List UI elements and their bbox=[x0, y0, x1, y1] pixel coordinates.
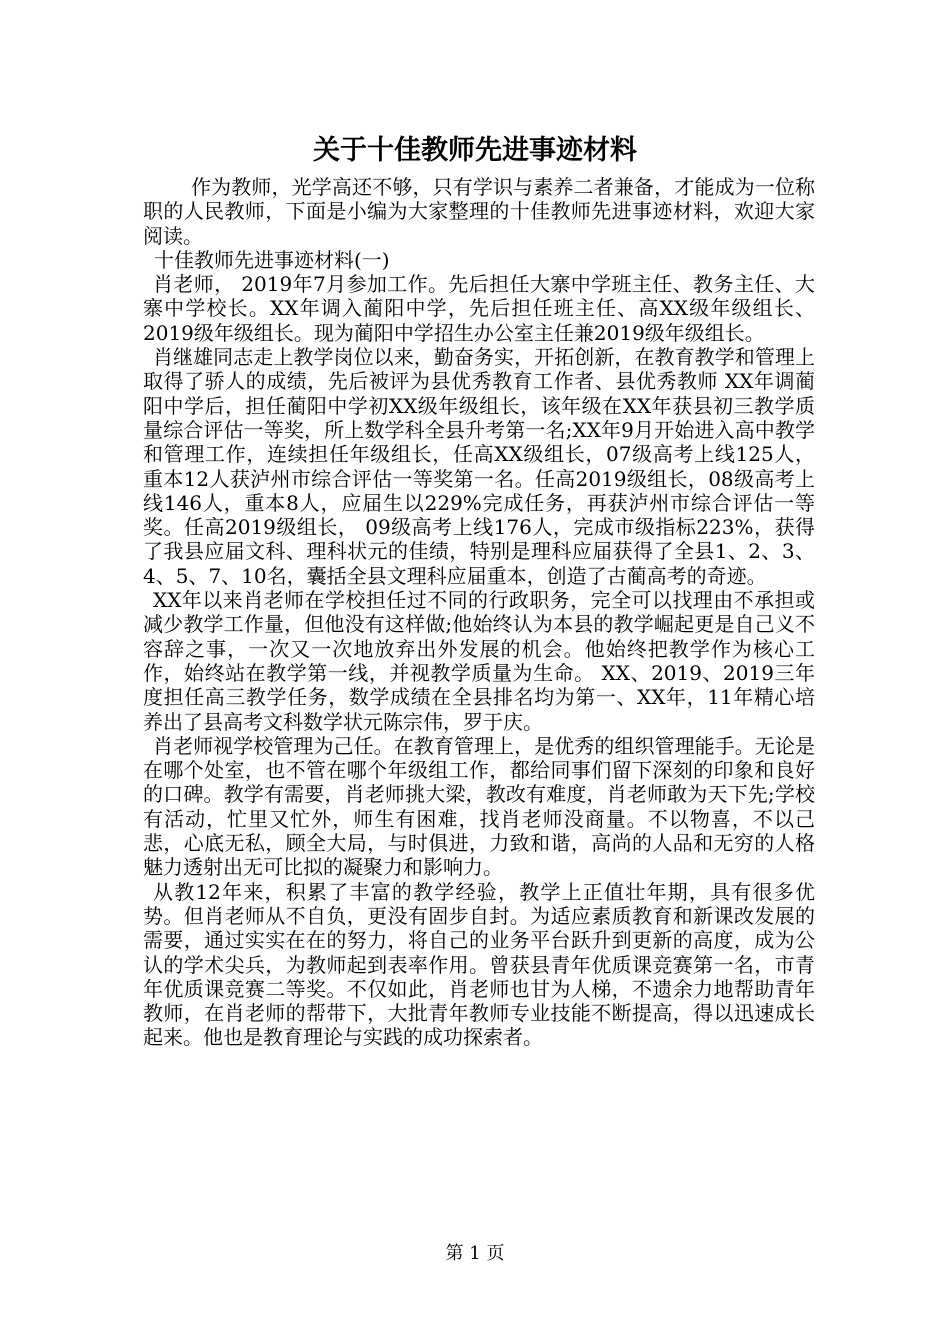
paragraph-5: 从教12年来，积累了丰富的教学经验，教学上正值壮年期，具有很多优势。但肖老师从不自负，更没有固步自封。为适应素质教育和新课改发展的需要，通过实实在在的努力，将自己的业务平台跃升到更新的高度，成为公认的学术尖兵，为教师起到表率作用。曾获县青年优质课竞赛第一名，市青年优质课竞赛二等奖。不仅如此，肖老师也甘为人梯，不遗余力地帮助青年教师，在肖老师的帮带下，大批青年教师专业技能不断提高，得以迅速成长起来。他也是教育理论与实践的成功探索者。 bbox=[143, 879, 815, 1050]
paragraph-1: 肖老师， 2019年7月参加工作。先后担任大寨中学班主任、教务主任、大寨中学校长。XX年调入蔺阳中学，先后担任班主任、高XX级年级组长、2019级年级组长。现为蔺阳中学招生办公室主任兼2019级年级组长。 bbox=[143, 272, 815, 345]
intro-paragraph: 作为教师，光学高还不够，只有学识与素养二者兼备，才能成为一位称职的人民教师，下面是小编为大家整理的十佳教师先进事迹材料，欢迎大家阅读。 bbox=[143, 175, 815, 248]
page-number: 第 1 页 bbox=[445, 1243, 505, 1264]
document-title: 关于十佳教师先进事迹材料 bbox=[313, 135, 637, 166]
document-body bbox=[143, 175, 815, 1050]
paragraph-3: XX年以来肖老师在学校担任过不同的行政职务，完全可以找理由不承担或减少教学工作量，但他没有这样做;他始终认为本县的教学崛起更是自己义不容辞之事，一次又一次地放弃出外发展的机会。他始终把教学作为核心工作，始终站在教学第一线，并视教学质量为生命。 XX、2019、2019三年度担任高三教学任务，数学成绩在全县排名均为第一、XX年，11年精心培养出了县高考文科数学状元陈宗伟，罗于庆。 bbox=[143, 588, 815, 734]
paragraph-2: 肖继雄同志走上教学岗位以来，勤奋务实，开拓创新，在教育教学和管理上取得了骄人的成绩，先后被评为县优秀教育工作者、县优秀教师 XX年调蔺阳中学后，担任蔺阳中学初XX级年级组长，该年级在XX年获县初三教学质量综合评估一等奖，所上数学科全县升考第一名;XX年9月开始进入高中教学和管理工作，连续担任年级组长，任高XX级组长，07级高考上线125人，重本12人获泸州市综合评估一等奖第一名。任高2019级组长，08级高考上线146人，重本8人，应届生以229%完成任务，再获泸州市综合评估一等奖。任高2019级组长， 09级高考上线176人，完成市级指标223%，获得了我县应届文科、理科状元的佳绩，特别是理科应届获得了全县1、2、3、4、5、7、10名，囊括全县文理科应届重本，创造了古蔺高考的奇迹。 bbox=[143, 345, 815, 588]
paragraph-4: 肖老师视学校管理为己任。在教育管理上，是优秀的组织管理能手。无论是在哪个处室，也不管在哪个年级组工作，都给同事们留下深刻的印象和良好的口碑。教学有需要，肖老师挑大梁，教改有难度，肖老师敢为天下先;学校有活动，忙里又忙外，师生有困难，找肖老师没商量。不以物喜，不以己悲，心底无私，顾全大局，与时俱进，力致和谐，高尚的人品和无穷的人格魅力透射出无可比拟的凝聚力和影响力。 bbox=[143, 733, 815, 880]
section-heading: 十佳教师先进事迹材料(一) bbox=[154, 247, 390, 272]
